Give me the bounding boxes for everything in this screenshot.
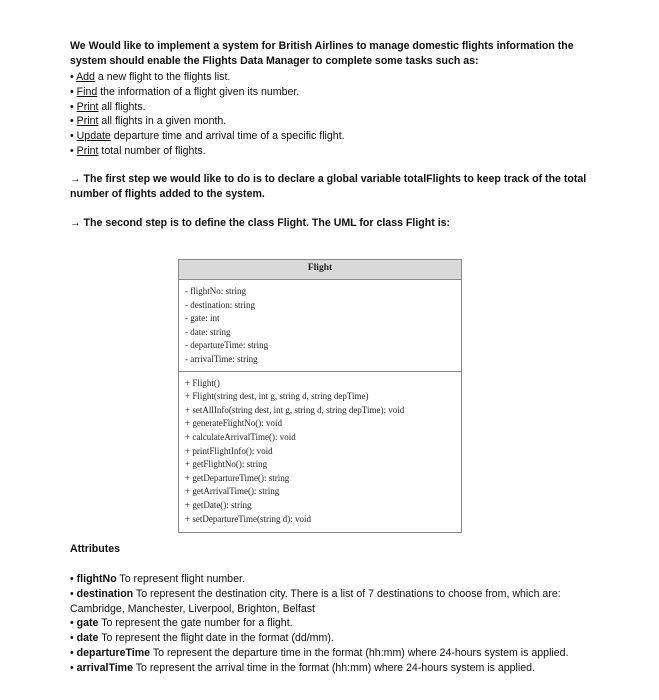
uml-attributes xyxy=(179,280,461,372)
task-item: • Add a new flight to the flights list. xyxy=(70,71,231,83)
uml-method: + setAllInfo(string dest, int g, string d, string depTime): void xyxy=(185,404,405,415)
attribute-name: arrivalTime xyxy=(76,661,133,674)
attribute-name: departureTime xyxy=(76,646,151,659)
attribute-desc: To represent the arrival time in the format (hh:mm) where 24-hours system is applied. xyxy=(133,661,535,674)
uml-method: + getDepartureTime(): string xyxy=(185,472,290,483)
attribute-name: gate xyxy=(76,617,99,630)
attribute-name: date xyxy=(76,632,99,645)
task-item: • Print all flights in a given month. xyxy=(70,115,227,128)
task-verb: Print xyxy=(76,144,99,157)
task-item: • Print total number of flights. xyxy=(70,144,206,157)
uml-class-name: Flight xyxy=(179,260,461,280)
task-text: the information of a flight given its number. xyxy=(97,85,300,98)
uml-method: + Flight(string dest, int g, string d, string depTime) xyxy=(185,391,369,402)
uml-attribute: - destination: string xyxy=(185,299,255,310)
task-verb: Find xyxy=(76,85,98,98)
attribute-item: • flightNo To represent flight number. xyxy=(70,573,245,585)
uml-attribute: - departureTime: string xyxy=(185,340,269,351)
attribute-desc: To represent the flight date in the format (dd/mm). xyxy=(98,632,334,645)
uml-methods xyxy=(179,372,461,533)
task-item: • Print all flights. xyxy=(70,100,146,113)
uml-method: + printFlightInfo(): void xyxy=(185,445,273,456)
uml-method: + getFlightNo(): string xyxy=(185,459,268,470)
task-verb: Print xyxy=(76,100,99,113)
attribute-desc: To represent the departure time in the format (hh:mm) where 24-hours system is applied. xyxy=(150,646,569,659)
attribute-name: flightNo xyxy=(76,573,117,585)
attribute-item: • date To represent the flight date in the format (dd/mm). xyxy=(70,632,334,645)
task-verb: Add xyxy=(76,71,95,83)
uml-attribute: - flightNo: string xyxy=(185,286,246,296)
intro-paragraph: We Would like to implement a system for British Airlines to manage domestic flights information the system should enable the Flights Data Manager to complete some tasks such as: xyxy=(70,40,574,67)
task-verb: Update xyxy=(76,130,111,143)
task-text: departure time and arrival time of a specific flight. xyxy=(110,130,345,143)
uml-method: + calculateArrivalTime(): void xyxy=(185,431,296,442)
uml-method: + generateFlightNo(): void xyxy=(185,418,283,429)
attribute-item: • departureTime To represent the departure time in the format (hh:mm) where 24-hours system is applied. xyxy=(70,646,569,659)
attributes-list xyxy=(70,572,610,676)
uml-method: + getDate(): string xyxy=(185,499,252,510)
attribute-desc: To represent the destination city. There is a list of 7 destinations to choose from, which are: Cambridge, Manchester, Liverpool, Brighton, Belfast xyxy=(70,587,561,615)
attribute-item: • arrivalTime To represent the arrival time in the format (hh:mm) where 24-hours system is applied. xyxy=(70,661,535,674)
attribute-desc: To represent the gate number for a flight. xyxy=(98,617,293,630)
task-list xyxy=(70,70,345,159)
uml-attribute: - date: string xyxy=(185,326,231,337)
task-text: all flights in a given month. xyxy=(98,115,227,128)
attribute-item: • destination To represent the destination city. There is a list of 7 destinations to choose from, which are: Cambridge, Manchester, Liverpool, Brighton, Belfast xyxy=(70,587,561,615)
task-text: a new flight to the flights list. xyxy=(94,71,231,83)
uml-method: + getArrivalTime(): string xyxy=(185,486,280,497)
task-verb: Print xyxy=(76,115,99,128)
uml-method: + setDepartureTime(string d): void xyxy=(185,513,311,524)
first-step: → The first step we would like to do is to declare a global variable totalFlights to keep track of the total number of flights added to the system. xyxy=(70,173,587,200)
uml-attribute: - gate: int xyxy=(185,313,220,324)
task-item: • Find the information of a flight given its number. xyxy=(70,85,300,98)
task-item: • Update departure time and arrival time of a specific flight. xyxy=(70,130,345,143)
uml-attribute: - arrivalTime: string xyxy=(185,353,258,364)
second-step: → The second step is to define the class Flight. The UML for class Flight is: xyxy=(70,217,451,229)
attribute-item: • gate To represent the gate number for a flight. xyxy=(70,617,293,630)
attribute-name: destination xyxy=(76,587,134,600)
uml-class-diagram xyxy=(178,259,462,533)
task-text: all flights. xyxy=(98,100,146,113)
task-text: total number of flights. xyxy=(98,144,206,157)
attributes-heading: Attributes xyxy=(70,543,121,555)
uml-method: + Flight() xyxy=(185,377,220,388)
attribute-desc: To represent flight number. xyxy=(116,573,245,585)
